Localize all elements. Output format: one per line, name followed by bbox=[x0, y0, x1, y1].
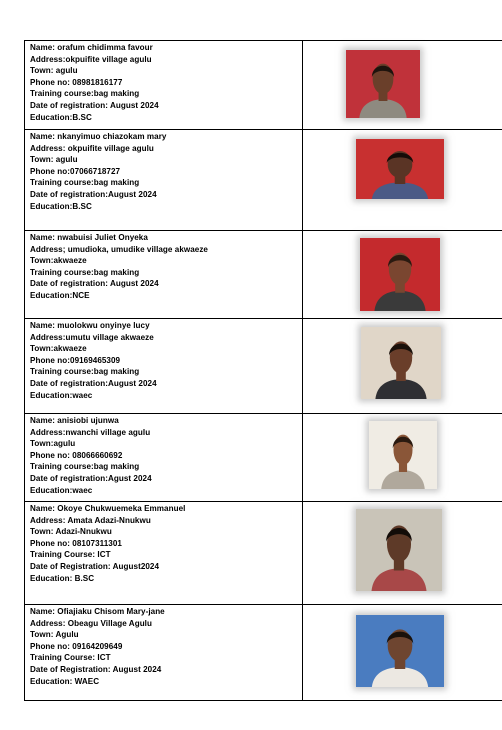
trainee-name: Name: Okoye Chukwuemeka Emmanuel bbox=[30, 504, 186, 513]
trainee-photo bbox=[369, 421, 437, 489]
trainee-phone: Phone no: 08981816177 bbox=[30, 77, 123, 87]
trainee-phone: Phone no: 08107311301 bbox=[30, 538, 122, 548]
trainee-name: Name: orafum chidimma favour bbox=[30, 43, 153, 52]
trainee-phone: Phone no:07066718727 bbox=[30, 166, 121, 176]
portrait-illustration bbox=[356, 509, 442, 591]
trainee-address: Address: Amata Adazi-Nnukwu bbox=[30, 515, 151, 525]
photo-cell bbox=[303, 319, 502, 414]
trainee-course: Training course:bag making bbox=[30, 267, 140, 277]
trainee-details bbox=[25, 414, 303, 502]
trainee-town: Town: agulu bbox=[30, 66, 78, 76]
photo-cell bbox=[303, 231, 502, 319]
trainee-name: Name: nkanyimuo chiazokam mary bbox=[30, 132, 167, 141]
table-row bbox=[25, 319, 502, 414]
photo-cell bbox=[303, 41, 502, 130]
trainee-address: Address:okpuifite village agulu bbox=[30, 54, 152, 64]
trainee-name: Name: anisiobi ujunwa bbox=[30, 416, 119, 425]
trainee-course: Training Course: ICT bbox=[30, 550, 111, 560]
trainee-education: Education:NCE bbox=[30, 290, 90, 300]
photo-cell bbox=[303, 605, 502, 701]
trainee-registration-date: Date of registration:August 2024 bbox=[30, 189, 157, 199]
portrait-illustration bbox=[369, 421, 437, 489]
trainee-registration-date: Date of registration:Agust 2024 bbox=[30, 473, 152, 483]
trainee-registration-date: Date of Registration: August 2024 bbox=[30, 664, 162, 674]
photo-cell bbox=[303, 502, 502, 605]
trainee-town: Town:agulu bbox=[30, 439, 76, 449]
trainee-registration-date: Date of registration:August 2024 bbox=[30, 378, 157, 388]
trainee-photo bbox=[361, 327, 441, 399]
trainee-registration-date: Date of registration: August 2024 bbox=[30, 279, 159, 289]
trainee-phone: Phone no: 09164209649 bbox=[30, 641, 123, 651]
portrait-illustration bbox=[361, 327, 441, 399]
trainee-name: Name: muolokwu onyinye lucy bbox=[30, 321, 150, 330]
trainee-course: Training Course: ICT bbox=[30, 653, 111, 663]
photo-cell bbox=[303, 130, 502, 231]
trainee-photo bbox=[360, 238, 440, 311]
trainee-address: Address: okpuifite village agulu bbox=[30, 143, 154, 153]
trainee-education: Education:B.SC bbox=[30, 112, 92, 122]
trainee-town: Town:akwaeze bbox=[30, 344, 87, 354]
trainee-details bbox=[25, 502, 303, 605]
table-row bbox=[25, 605, 502, 701]
trainee-town: Town: agulu bbox=[30, 155, 78, 165]
trainee-details bbox=[25, 231, 303, 319]
trainee-name: Name: Ofiajiaku Chisom Mary-jane bbox=[30, 607, 165, 616]
trainee-education: Education:B.SC bbox=[30, 201, 92, 211]
trainee-course: Training course:bag making bbox=[30, 178, 140, 188]
trainee-course: Training course:bag making bbox=[30, 462, 140, 472]
trainee-address: Address:nwanchi village agulu bbox=[30, 427, 151, 437]
trainee-course: Training course:bag making bbox=[30, 367, 140, 377]
trainee-details bbox=[25, 41, 303, 130]
trainee-photo bbox=[356, 509, 442, 591]
portrait-illustration bbox=[356, 139, 444, 199]
trainee-details bbox=[25, 605, 303, 701]
trainee-photo bbox=[356, 615, 444, 687]
portrait-illustration bbox=[346, 50, 420, 118]
photo-cell bbox=[303, 414, 502, 502]
trainee-education: Education: WAEC bbox=[30, 676, 100, 686]
trainee-address: Address: Obeagu Village Agulu bbox=[30, 618, 152, 628]
trainee-registration-date: Date of Registration: August2024 bbox=[30, 561, 160, 571]
trainee-photo bbox=[346, 50, 420, 118]
trainee-education: Education:waec bbox=[30, 485, 93, 495]
trainee-address: Address:umutu village akwaeze bbox=[30, 332, 154, 342]
trainee-photo bbox=[356, 139, 444, 199]
table-row bbox=[25, 414, 502, 502]
trainee-education: Education: B.SC bbox=[30, 573, 95, 583]
trainee-phone: Phone no: 08066660692 bbox=[30, 450, 123, 460]
table-row bbox=[25, 130, 502, 231]
trainee-details bbox=[25, 319, 303, 414]
trainee-education: Education:waec bbox=[30, 390, 93, 400]
trainee-name: Name: nwabuisi Juliet Onyeka bbox=[30, 233, 148, 242]
trainee-town: Town:akwaeze bbox=[30, 256, 87, 266]
table-row bbox=[25, 41, 502, 130]
portrait-illustration bbox=[360, 238, 440, 311]
trainee-town: Town: Agulu bbox=[30, 630, 79, 640]
table-row bbox=[25, 231, 502, 319]
portrait-illustration bbox=[356, 615, 444, 687]
trainee-phone: Phone no:09169465309 bbox=[30, 355, 121, 365]
trainee-town: Town: Adazi-Nnukwu bbox=[30, 527, 112, 537]
registration-table bbox=[24, 40, 502, 701]
trainee-address: Address; umudioka, umudike village akwaeze bbox=[30, 244, 208, 254]
trainee-course: Training course:bag making bbox=[30, 89, 140, 99]
trainee-registration-date: Date of registration: August 2024 bbox=[30, 100, 159, 110]
table-row bbox=[25, 502, 502, 605]
trainee-details bbox=[25, 130, 303, 231]
